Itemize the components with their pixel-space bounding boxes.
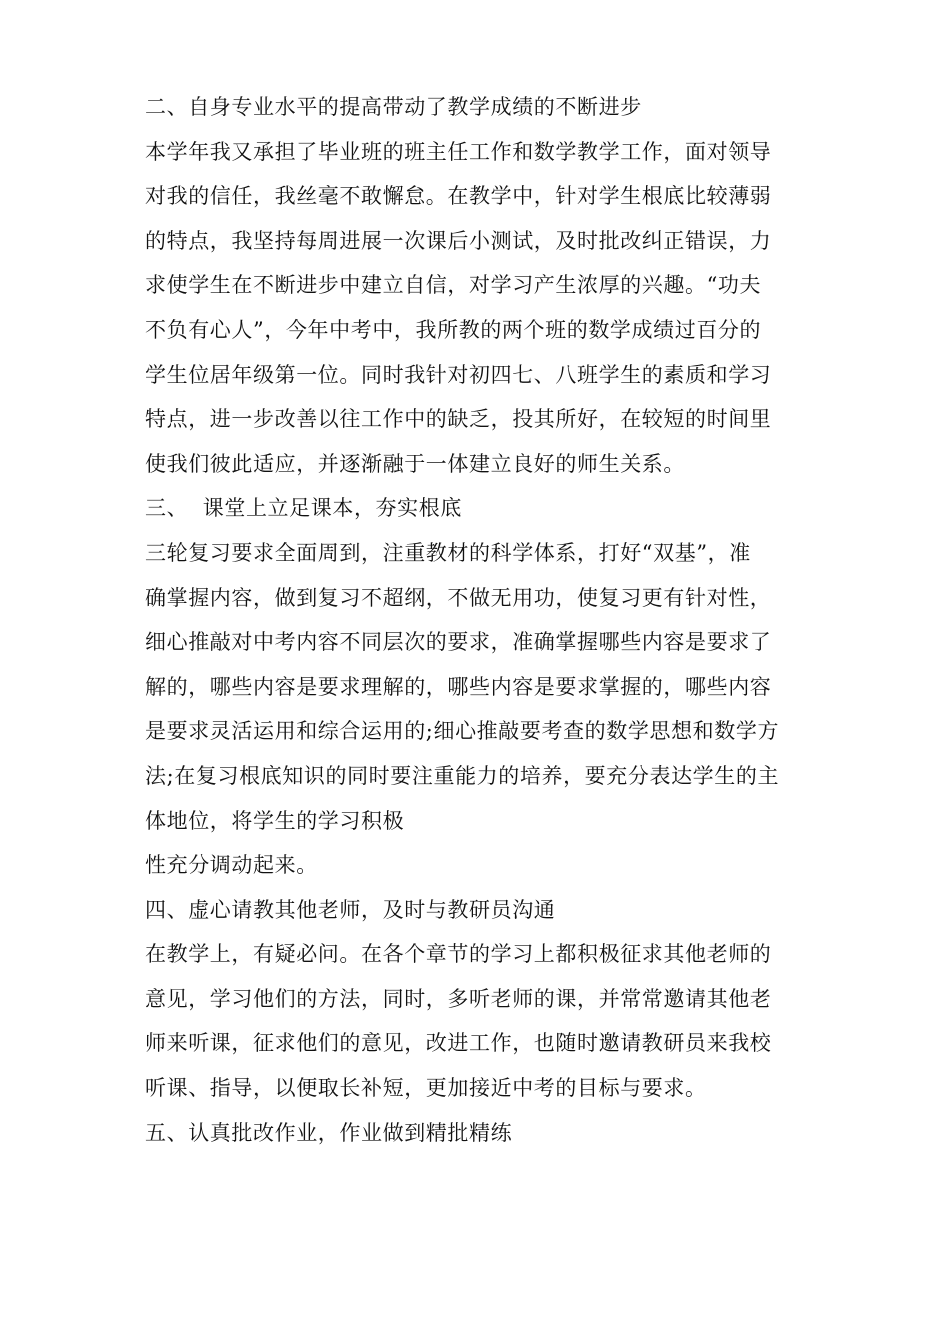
paragraph-line: 细心推敲对中考内容不同层次的要求，准确掌握哪些内容是要求了	[145, 630, 772, 655]
paragraph-line: 学生位居年级第一位。同时我针对初四七、八班学生的素质和学习	[145, 362, 772, 387]
paragraph-line: 法;在复习根底知识的同时要注重能力的培养，要充分表达学生的主	[145, 763, 780, 788]
paragraph-line: 意见，学习他们的方法，同时，多听老师的课，并常常邀请其他老	[145, 986, 772, 1011]
paragraph-line: 本学年我又承担了毕业班的班主任工作和数学教学工作，面对领导	[145, 139, 772, 164]
paragraph-line: 体地位，将学生的学习积极	[145, 808, 405, 833]
paragraph-line: 不负有心人”，今年中考中，我所教的两个班的数学成绩过百分的	[145, 317, 762, 342]
section-heading-2: 二、自身专业水平的提高带动了教学成绩的不断进步	[145, 95, 642, 119]
paragraph-line: 听课、指导，以便取长补短，更加接近中考的目标与要求。	[145, 1076, 707, 1101]
paragraph-line: 确掌握内容，做到复习不超纲，不做无用功，使复习更有针对性，	[145, 585, 772, 610]
section-heading-3: 三、 课堂上立足课本，夯实根底	[145, 496, 462, 521]
paragraph-line: 性充分调动起来。	[145, 853, 318, 878]
section-heading-4: 四、虚心请教其他老师，及时与教研员沟通	[145, 897, 556, 922]
paragraph-line: 求使学生在不断进步中建立自信，对学习产生浓厚的兴趣。“功夫	[145, 273, 762, 298]
paragraph-line: 在教学上，有疑必问。在各个章节的学习上都积极征求其他老师的	[145, 942, 772, 967]
section-heading-5: 五、认真批改作业，作业做到精批精练	[145, 1120, 513, 1145]
paragraph-line: 特点，进一步改善以往工作中的缺乏，投其所好，在较短的时间里	[145, 407, 772, 432]
paragraph-line: 是要求灵活运用和综合运用的;细心推敲要考查的数学思想和数学方	[145, 719, 780, 744]
paragraph-line: 解的，哪些内容是要求理解的，哪些内容是要求掌握的，哪些内容	[145, 674, 772, 699]
paragraph-line: 对我的信任，我丝毫不敢懈怠。在教学中，针对学生根底比较薄弱	[145, 184, 772, 209]
document-body	[145, 85, 825, 1155]
paragraph-line: 的特点，我坚持每周进展一次课后小测试，及时批改纠正错误，力	[145, 228, 772, 253]
paragraph-line: 三轮复习要求全面周到，注重教材的科学体系，打好“双基”，准	[145, 540, 751, 565]
paragraph-line: 使我们彼此适应，并逐渐融于一体建立良好的师生关系。	[145, 451, 685, 476]
paragraph-line: 师来听课，征求他们的意见，改进工作，也随时邀请教研员来我校	[145, 1031, 772, 1056]
